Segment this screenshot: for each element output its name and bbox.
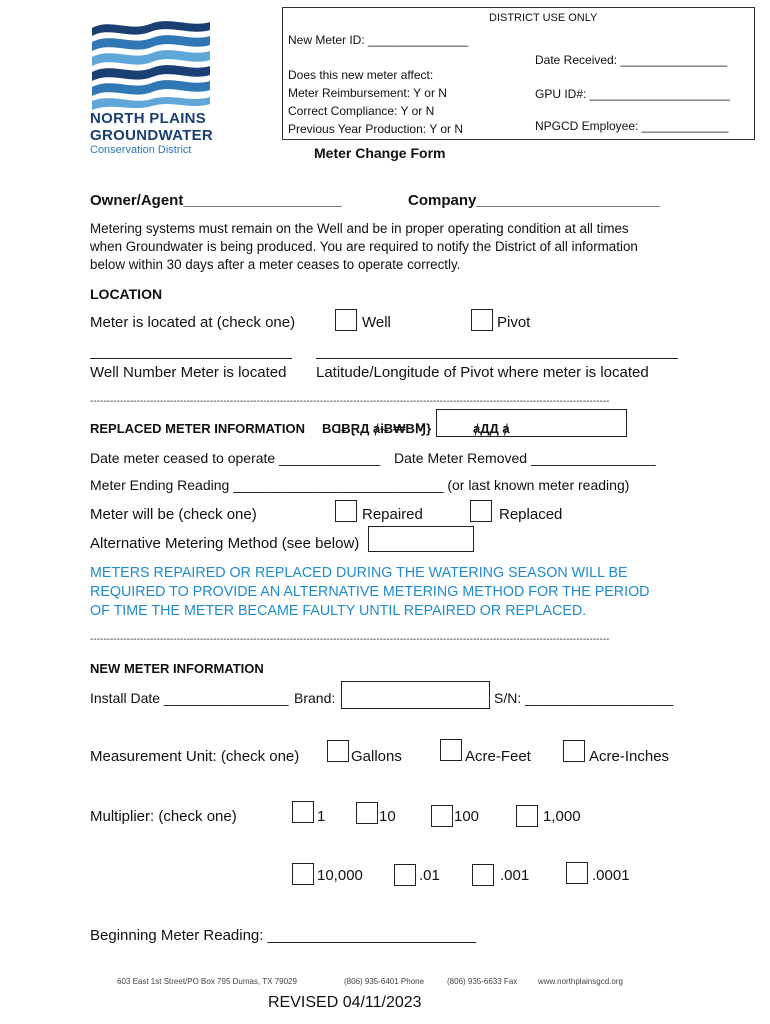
footer-address: 603 East 1st Street/PO Box 795 Dumas, TX 79029	[117, 977, 297, 986]
production-field[interactable]: Previous Year Production: Y or N	[288, 122, 463, 136]
brand-label: Brand:	[294, 690, 336, 706]
unit-label: Measurement Unit: (check one)	[90, 748, 300, 765]
multiplier-10000-checkbox[interactable]	[292, 863, 314, 885]
new-meter-id-field[interactable]: New Meter ID: _______________	[288, 33, 469, 47]
well-number-label: Well Number Meter is located	[90, 364, 287, 381]
new-meter-heading: NEW METER INFORMATION	[90, 661, 264, 676]
beginning-reading-field[interactable]: Beginning Meter Reading: _________________________	[90, 927, 477, 944]
replaced-info-box[interactable]	[436, 409, 627, 437]
logo-line-1: NORTH PLAINS	[90, 110, 207, 127]
footer-website[interactable]: www.northplainsgcd.org	[538, 977, 623, 986]
multiplier-10000-label: 10,000	[317, 867, 363, 884]
multiplier-1-checkbox[interactable]	[292, 801, 314, 823]
district-logo	[90, 18, 212, 158]
water-waves-icon	[90, 18, 212, 118]
multiplier-001-label: .001	[500, 867, 530, 884]
gallons-checkbox[interactable]	[327, 740, 349, 762]
well-checkbox[interactable]	[335, 309, 357, 331]
garbled-text-1: BⱭɃⱤД ⱥɨɃ₩BⱮ}	[322, 421, 432, 436]
gallons-label: Gallons	[351, 748, 402, 765]
notice-line-1: METERS REPAIRED OR REPLACED DURING THE WATERING SEASON WILL BE	[90, 565, 628, 581]
alternative-input[interactable]	[368, 526, 474, 552]
date-removed-field[interactable]: Date Meter Removed ________________	[394, 450, 656, 466]
affect-question: Does this new meter affect:	[288, 68, 434, 82]
gpu-id-field[interactable]: GPU ID#: _____________________	[535, 87, 730, 101]
logo-line-2: GROUNDWATER	[90, 127, 214, 144]
date-received-field[interactable]: Date Received: ________________	[535, 53, 728, 67]
well-label: Well	[362, 314, 391, 331]
multiplier-1-label: 1	[317, 808, 326, 825]
serial-number-field[interactable]: S/N: ___________________	[494, 690, 674, 706]
replaced-checkbox[interactable]	[470, 500, 492, 522]
acre-inches-checkbox[interactable]	[563, 740, 585, 762]
ending-reading-field[interactable]: Meter Ending Reading ___________________________ (or last known meter reading)	[90, 477, 630, 493]
location-heading: LOCATION	[90, 286, 163, 302]
acre-inches-label: Acre-Inches	[589, 748, 670, 765]
intro-line-3: below within 30 days after a meter ceases to operate correctly.	[90, 257, 461, 272]
notice-line-3: OF TIME THE METER BECAME FAULTY UNTIL REPAIRED OR REPLACED.	[90, 603, 587, 619]
pivot-label: Pivot	[497, 314, 531, 331]
footer-phone: (806) 935-6401 Phone	[344, 977, 425, 986]
acre-feet-label: Acre-Feet	[465, 748, 531, 765]
repaired-label: Repaired	[362, 506, 423, 523]
multiplier-10-checkbox[interactable]	[356, 802, 378, 824]
company-field[interactable]: Company______________________	[408, 192, 660, 209]
multiplier-0001-checkbox[interactable]	[566, 862, 588, 884]
acre-feet-checkbox[interactable]	[440, 739, 462, 761]
separator-2: ------------------------------------------------------------------------------------------------------------------------------------------------------------	[90, 634, 610, 645]
revised-date: REVISED 04/11/2023	[268, 994, 422, 1011]
brand-input[interactable]	[341, 681, 490, 709]
notice-line-2: REQUIRED TO PROVIDE AN ALTERNATIVE METERING METHOD FOR THE PERIOD	[90, 584, 650, 600]
multiplier-100-label: 100	[454, 808, 480, 825]
will-be-label: Meter will be (check one)	[90, 506, 257, 523]
lat-long-label: Latitude/Longitude of Pivot where meter is located	[316, 364, 649, 381]
alternative-label: Alternative Metering Method (see below)	[90, 535, 360, 552]
multiplier-01-label: .01	[419, 867, 440, 884]
form-title: Meter Change Form	[314, 145, 446, 161]
replaced-heading: REPLACED METER INFORMATION	[90, 421, 305, 436]
footer-fax: (806) 935-6633 Fax	[447, 977, 518, 986]
npgcd-employee-field[interactable]: NPGCD Employee: _____________	[535, 119, 729, 133]
multiplier-1000-label: 1,000	[543, 808, 581, 825]
lat-long-line[interactable]	[316, 358, 678, 359]
pivot-checkbox[interactable]	[471, 309, 493, 331]
compliance-field[interactable]: Correct Compliance: Y or N	[288, 104, 435, 118]
multiplier-1000-checkbox[interactable]	[516, 805, 538, 827]
date-ceased-field[interactable]: Date meter ceased to operate _____________	[90, 450, 381, 466]
district-use-header: DISTRICT USE ONLY	[489, 12, 598, 24]
multiplier-001-checkbox[interactable]	[472, 864, 494, 886]
owner-agent-field[interactable]: Owner/Agent___________________	[90, 192, 342, 209]
well-number-line[interactable]	[90, 358, 292, 359]
intro-line-1: Metering systems must remain on the Well and be in proper operating condition at all times	[90, 221, 629, 236]
multiplier-100-checkbox[interactable]	[431, 805, 453, 827]
install-date-field[interactable]: Install Date ________________	[90, 690, 289, 706]
reimbursement-field[interactable]: Meter Reimbursement: Y or N	[288, 86, 447, 100]
multiplier-0001-label: .0001	[592, 867, 630, 884]
logo-line-3: Conservation District	[90, 144, 192, 156]
multiplier-01-checkbox[interactable]	[394, 864, 416, 886]
repaired-checkbox[interactable]	[335, 500, 357, 522]
intro-line-2: when Groundwater is being produced. You are required to notify the District of all information	[90, 239, 638, 254]
located-at-label: Meter is located at (check one)	[90, 314, 296, 331]
separator-1: ------------------------------------------------------------------------------------------------------------------------------------------------------------	[90, 396, 610, 407]
replaced-label: Replaced	[499, 506, 563, 523]
garbled-text-2: ⱥДД ⱥ	[473, 421, 510, 436]
multiplier-10-label: 10	[379, 808, 396, 825]
multiplier-label: Multiplier: (check one)	[90, 808, 237, 825]
